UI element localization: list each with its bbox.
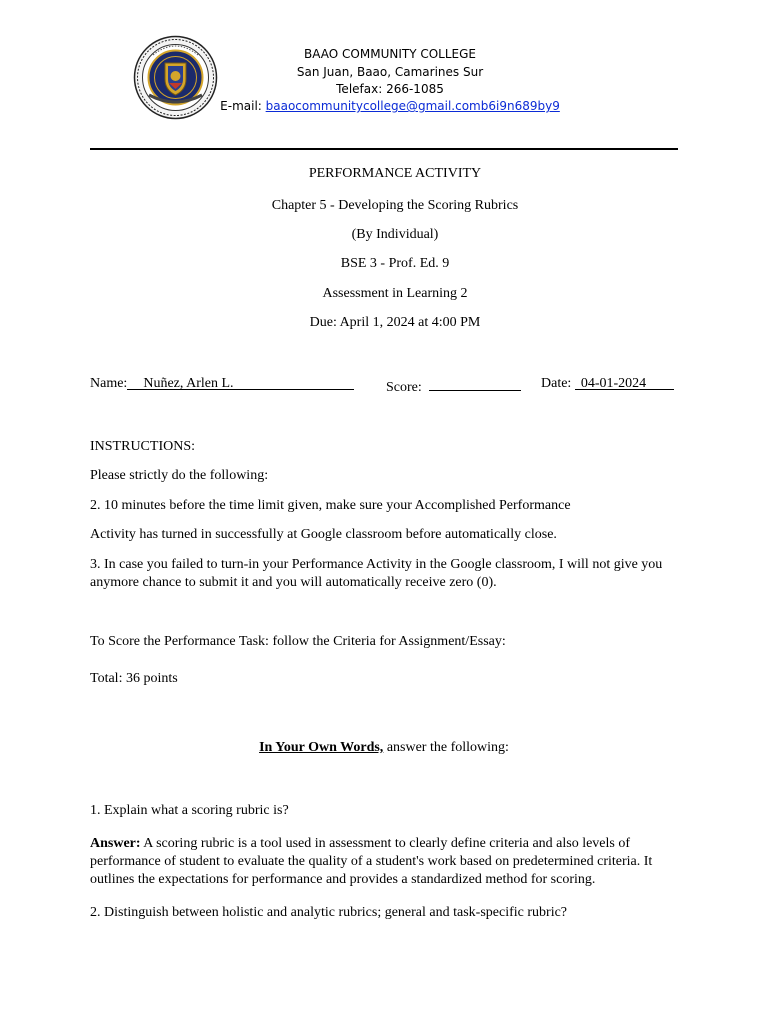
college-address: San Juan, Baao, Camarines Sur bbox=[296, 65, 484, 79]
name-field bbox=[90, 376, 354, 392]
question-2: 2. Distinguish between holistic and analytic rubrics; general and task-specific rubric? bbox=[90, 905, 568, 920]
email-link[interactable]: baaocommunitycollege@gmail.comb6i9n689by9 bbox=[265, 99, 560, 113]
date-field bbox=[541, 376, 674, 392]
college-name: BAAO COMMUNITY COLLEGE bbox=[304, 47, 476, 61]
college-email bbox=[190, 98, 590, 116]
instruction-item-2-line-2: Activity has turned in successfully at Google classroom before automatically close. bbox=[90, 527, 557, 542]
score-value bbox=[429, 376, 521, 391]
name-label: Name: bbox=[90, 376, 128, 391]
answer-1 bbox=[90, 835, 665, 889]
answer-text: A scoring rubric is a tool used in assessment to clearly define criteria and also levels of performance of student to evaluate the quality of a student's work based on predetermined criteria. It outlines the expectations for performance and provides a standardized method for scoring. bbox=[90, 836, 653, 887]
activity-course: BSE 3 - Prof. Ed. 9 bbox=[340, 256, 450, 271]
score-field bbox=[386, 376, 521, 396]
activity-mode: (By Individual) bbox=[351, 227, 439, 242]
date-label: Date: bbox=[541, 376, 572, 391]
questions-intro bbox=[90, 740, 678, 756]
instructions-intro: Please strictly do the following: bbox=[90, 468, 269, 483]
activity-title: PERFORMANCE ACTIVITY bbox=[308, 166, 482, 181]
scoring-total: Total: 36 points bbox=[90, 671, 178, 686]
activity-chapter: Chapter 5 - Developing the Scoring Rubrics bbox=[271, 198, 519, 213]
date-value: 04-01-2024 bbox=[575, 376, 674, 390]
header-divider bbox=[90, 148, 678, 150]
college-telefax: Telefax: 266-1085 bbox=[336, 82, 444, 96]
questions-intro-rest: answer the following: bbox=[383, 740, 509, 755]
name-value: Nuñez, Arlen L. bbox=[127, 376, 354, 390]
instructions-heading: INSTRUCTIONS: bbox=[90, 439, 196, 454]
scoring-criteria: To Score the Performance Task: follow the Criteria for Assignment/Essay: bbox=[90, 634, 506, 649]
question-1: 1. Explain what a scoring rubric is? bbox=[90, 803, 289, 818]
instruction-item-2-line-1: 2. 10 minutes before the time limit given, make sure your Accomplished Performance bbox=[90, 498, 571, 513]
email-label: E-mail: bbox=[220, 99, 266, 113]
activity-subject: Assessment in Learning 2 bbox=[322, 286, 468, 301]
activity-due: Due: April 1, 2024 at 4:00 PM bbox=[309, 315, 481, 330]
instruction-item-3: 3. In case you failed to turn-in your Performance Activity in the Google classroom, I will not give you anymore chance to submit it and you will automatically receive zero (0). bbox=[90, 557, 663, 590]
answer-label: Answer: bbox=[90, 836, 141, 851]
questions-intro-bold: In Your Own Words, bbox=[259, 740, 384, 755]
score-label: Score: bbox=[386, 380, 422, 395]
